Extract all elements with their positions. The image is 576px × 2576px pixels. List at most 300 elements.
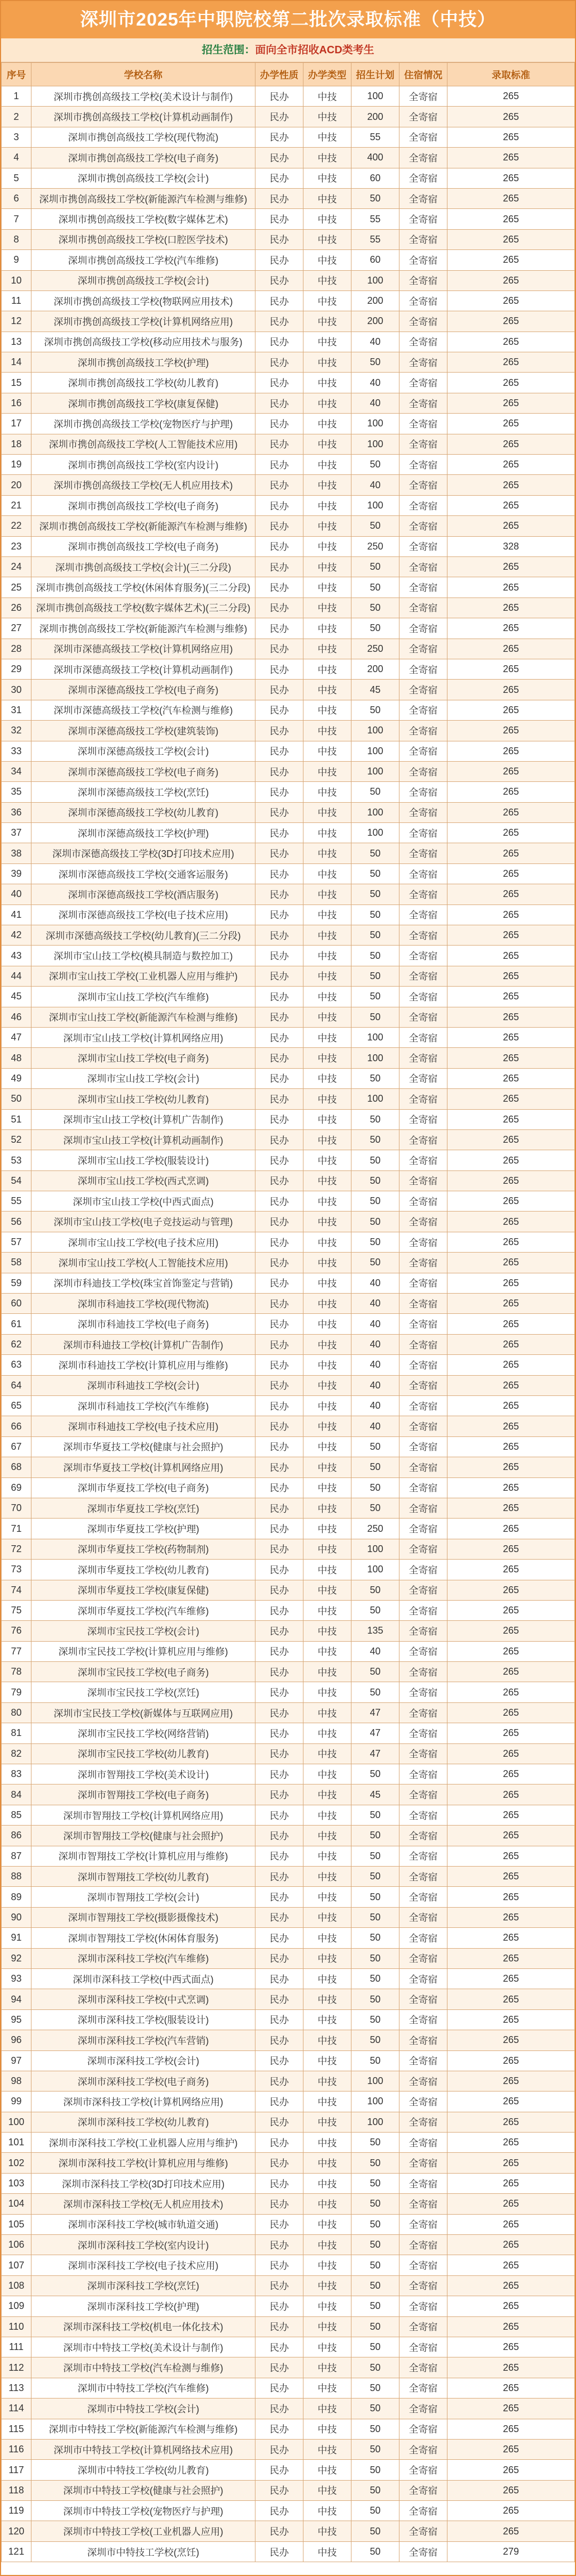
cell-type: 中技	[303, 2460, 351, 2480]
cell-nature: 民办	[255, 1764, 303, 1784]
cell-index: 21	[2, 495, 31, 515]
cell-type: 中技	[303, 1457, 351, 1477]
cell-score: 265	[447, 209, 575, 229]
cell-score: 265	[447, 1641, 575, 1661]
cell-boarding: 全寄宿	[399, 2521, 447, 2541]
cell-boarding: 全寄宿	[399, 1826, 447, 1846]
cell-plan: 50	[351, 1866, 399, 1886]
table-row	[2, 659, 575, 679]
cell-index: 97	[2, 2050, 31, 2071]
cell-score: 265	[447, 2133, 575, 2153]
cell-nature: 民办	[255, 843, 303, 863]
cell-index: 71	[2, 1519, 31, 1539]
cell-plan: 50	[351, 1580, 399, 1600]
cell-score: 265	[447, 1826, 575, 1846]
cell-score: 265	[447, 618, 575, 639]
cell-type: 中技	[303, 1907, 351, 1927]
cell-score: 265	[447, 311, 575, 332]
cell-nature: 民办	[255, 1294, 303, 1314]
header-index: 序号	[2, 63, 31, 86]
table-row	[2, 823, 575, 843]
cell-plan: 50	[351, 2480, 399, 2500]
cell-boarding: 全寄宿	[399, 1682, 447, 1702]
cell-type: 中技	[303, 168, 351, 188]
cell-score: 265	[447, 946, 575, 966]
cell-plan: 50	[351, 2153, 399, 2173]
cell-plan: 50	[351, 1928, 399, 1948]
cell-score: 265	[447, 1621, 575, 1641]
cell-school: 深圳市深科技工学校(中西式面点)	[31, 1968, 255, 1989]
cell-plan: 50	[351, 2316, 399, 2337]
cell-school: 深圳市深科技工学校(汽车营销)	[31, 2030, 255, 2050]
table-row	[2, 495, 575, 515]
cell-school: 深圳市智翔技工学校(健康与社会照护)	[31, 1826, 255, 1846]
cell-school: 深圳市宝民技工学校(烹饪)	[31, 1682, 255, 1702]
cell-score: 265	[447, 1334, 575, 1354]
cell-school: 深圳市中特技工学校(健康与社会照护)	[31, 2480, 255, 2500]
cell-school: 深圳市深科技工学校(会计)	[31, 2050, 255, 2071]
cell-school: 深圳市携创高级技工学校(新能源汽车检测与维修)	[31, 516, 255, 536]
table-row	[2, 373, 575, 393]
cell-score: 265	[447, 905, 575, 925]
cell-score: 265	[447, 2112, 575, 2132]
cell-index: 28	[2, 639, 31, 659]
cell-plan: 250	[351, 536, 399, 556]
cell-school: 深圳市宝山技工学校(计算机网络应用)	[31, 1027, 255, 1047]
cell-nature: 民办	[255, 1477, 303, 1498]
cell-nature: 民办	[255, 209, 303, 229]
cell-nature: 民办	[255, 2092, 303, 2112]
cell-plan: 60	[351, 168, 399, 188]
cell-plan: 50	[351, 905, 399, 925]
cell-boarding: 全寄宿	[399, 1907, 447, 1927]
cell-nature: 民办	[255, 1682, 303, 1702]
cell-type: 中技	[303, 1662, 351, 1682]
table-row	[2, 1232, 575, 1252]
cell-index: 58	[2, 1253, 31, 1273]
cell-type: 中技	[303, 987, 351, 1007]
cell-plan: 50	[351, 925, 399, 946]
cell-score: 265	[447, 639, 575, 659]
cell-type: 中技	[303, 1600, 351, 1620]
cell-school: 深圳市携创高级技工学校(护理)	[31, 352, 255, 373]
table-row	[2, 987, 575, 1007]
cell-school: 深圳市宝山技工学校(工业机器人应用与维护)	[31, 966, 255, 986]
cell-nature: 民办	[255, 966, 303, 986]
cell-type: 中技	[303, 209, 351, 229]
cell-type: 中技	[303, 2173, 351, 2193]
cell-nature: 民办	[255, 516, 303, 536]
table-row	[2, 1846, 575, 1866]
table-row	[2, 1826, 575, 1846]
cell-nature: 民办	[255, 1866, 303, 1886]
cell-boarding: 全寄宿	[399, 1989, 447, 2009]
cell-score: 265	[447, 1212, 575, 1232]
cell-plan: 40	[351, 1314, 399, 1334]
table-row	[2, 1416, 575, 1436]
cell-nature: 民办	[255, 2439, 303, 2459]
cell-school: 深圳市科迪技工学校(计算机应用与维修)	[31, 1355, 255, 1375]
cell-score: 265	[447, 2480, 575, 2500]
cell-plan: 50	[351, 516, 399, 536]
cell-score: 265	[447, 2214, 575, 2234]
cell-nature: 民办	[255, 455, 303, 475]
cell-plan: 50	[351, 1170, 399, 1191]
cell-school: 深圳市携创高级技工学校(新能源汽车检测与维修)	[31, 618, 255, 639]
cell-nature: 民办	[255, 475, 303, 495]
cell-type: 中技	[303, 373, 351, 393]
cell-type: 中技	[303, 1866, 351, 1886]
cell-boarding: 全寄宿	[399, 987, 447, 1007]
cell-score: 265	[447, 1253, 575, 1273]
cell-school: 深圳市中特技工学校(宠物医疗与护理)	[31, 2501, 255, 2521]
cell-score: 265	[447, 332, 575, 352]
cell-nature: 民办	[255, 1170, 303, 1191]
cell-school: 深圳市深德高级技工学校(汽车检测与维修)	[31, 700, 255, 720]
cell-type: 中技	[303, 270, 351, 290]
cell-boarding: 全寄宿	[399, 455, 447, 475]
cell-school: 深圳市宝山技工学校(中西式面点)	[31, 1191, 255, 1212]
cell-type: 中技	[303, 556, 351, 577]
cell-score: 265	[447, 802, 575, 822]
cell-boarding: 全寄宿	[399, 1334, 447, 1354]
cell-type: 中技	[303, 1846, 351, 1866]
cell-score: 265	[447, 1948, 575, 1968]
cell-school: 深圳市智翔技工学校(会计)	[31, 1887, 255, 1907]
cell-score: 265	[447, 1498, 575, 1518]
cell-type: 中技	[303, 639, 351, 659]
cell-score: 265	[447, 1109, 575, 1129]
cell-plan: 100	[351, 1089, 399, 1109]
cell-score: 265	[447, 1048, 575, 1068]
cell-type: 中技	[303, 516, 351, 536]
cell-plan: 50	[351, 1826, 399, 1846]
cell-score: 265	[447, 2399, 575, 2419]
cell-school: 深圳市华夏技工学校(汽车维修)	[31, 1600, 255, 1620]
cell-boarding: 全寄宿	[399, 1743, 447, 1764]
cell-type: 中技	[303, 2194, 351, 2214]
cell-boarding: 全寄宿	[399, 2092, 447, 2112]
cell-boarding: 全寄宿	[399, 2501, 447, 2521]
cell-type: 中技	[303, 1027, 351, 1047]
cell-school: 深圳市华夏技工学校(健康与社会照护)	[31, 1436, 255, 1457]
cell-score: 265	[447, 414, 575, 434]
cell-index: 89	[2, 1887, 31, 1907]
cell-index: 30	[2, 680, 31, 700]
cell-score: 265	[447, 1968, 575, 1989]
header-school: 学校名称	[31, 63, 255, 86]
cell-plan: 55	[351, 209, 399, 229]
cell-school: 深圳市携创高级技工学校(会计)	[31, 270, 255, 290]
cell-nature: 民办	[255, 1232, 303, 1252]
cell-boarding: 全寄宿	[399, 618, 447, 639]
cell-boarding: 全寄宿	[399, 1007, 447, 1027]
cell-plan: 100	[351, 802, 399, 822]
cell-plan: 100	[351, 741, 399, 761]
cell-plan: 50	[351, 1109, 399, 1129]
cell-index: 15	[2, 373, 31, 393]
cell-plan: 40	[351, 332, 399, 352]
cell-plan: 50	[351, 352, 399, 373]
cell-boarding: 全寄宿	[399, 1314, 447, 1334]
table-row	[2, 290, 575, 311]
cell-school: 深圳市携创高级技工学校(电子商务)	[31, 536, 255, 556]
cell-boarding: 全寄宿	[399, 2255, 447, 2275]
table-row	[2, 188, 575, 208]
cell-nature: 民办	[255, 1560, 303, 1580]
cell-score: 265	[447, 659, 575, 679]
cell-index: 86	[2, 1826, 31, 1846]
cell-index: 36	[2, 802, 31, 822]
cell-type: 中技	[303, 414, 351, 434]
cell-school: 深圳市宝山技工学校(电子商务)	[31, 1048, 255, 1068]
cell-nature: 民办	[255, 1396, 303, 1416]
table-row	[2, 1948, 575, 1968]
cell-boarding: 全寄宿	[399, 1273, 447, 1293]
cell-type: 中技	[303, 680, 351, 700]
cell-boarding: 全寄宿	[399, 290, 447, 311]
table-row	[2, 1436, 575, 1457]
cell-plan: 100	[351, 823, 399, 843]
cell-index: 13	[2, 332, 31, 352]
cell-score: 265	[447, 1129, 575, 1150]
table-row	[2, 2071, 575, 2091]
cell-boarding: 全寄宿	[399, 1129, 447, 1150]
cell-score: 265	[447, 168, 575, 188]
cell-boarding: 全寄宿	[399, 1498, 447, 1518]
cell-plan: 40	[351, 373, 399, 393]
cell-type: 中技	[303, 741, 351, 761]
cell-score: 265	[447, 1170, 575, 1191]
cell-type: 中技	[303, 905, 351, 925]
cell-score: 265	[447, 556, 575, 577]
cell-boarding: 全寄宿	[399, 536, 447, 556]
table-row	[2, 556, 575, 577]
cell-boarding: 全寄宿	[399, 905, 447, 925]
cell-score: 265	[447, 1477, 575, 1498]
cell-plan: 135	[351, 1621, 399, 1641]
cell-nature: 民办	[255, 618, 303, 639]
cell-type: 中技	[303, 2296, 351, 2316]
cell-plan: 50	[351, 2541, 399, 2562]
table-row	[2, 1253, 575, 1273]
cell-boarding: 全寄宿	[399, 434, 447, 454]
cell-plan: 200	[351, 290, 399, 311]
cell-plan: 50	[351, 2337, 399, 2357]
cell-plan: 40	[351, 1273, 399, 1293]
cell-score: 279	[447, 2541, 575, 2562]
cell-boarding: 全寄宿	[399, 1519, 447, 1539]
cell-type: 中技	[303, 2501, 351, 2521]
cell-school: 深圳市携创高级技工学校(幼儿教育)	[31, 373, 255, 393]
cell-school: 深圳市宝山技工学校(模具制造与数控加工)	[31, 946, 255, 966]
cell-type: 中技	[303, 1068, 351, 1088]
cell-plan: 100	[351, 2092, 399, 2112]
cell-plan: 50	[351, 2439, 399, 2459]
cell-school: 深圳市科迪技工学校(电子商务)	[31, 1314, 255, 1334]
cell-index: 99	[2, 2092, 31, 2112]
cell-school: 深圳市深德高级技工学校(酒店服务)	[31, 884, 255, 905]
cell-score: 265	[447, 127, 575, 147]
table-row	[2, 761, 575, 781]
cell-type: 中技	[303, 434, 351, 454]
table-row	[2, 1314, 575, 1334]
cell-index: 120	[2, 2521, 31, 2541]
cell-nature: 民办	[255, 823, 303, 843]
cell-school: 深圳市宝民技工学校(网络营销)	[31, 1723, 255, 1743]
cell-school: 深圳市华夏技工学校(康复保健)	[31, 1580, 255, 1600]
cell-school: 深圳市华夏技工学校(幼儿教育)	[31, 1560, 255, 1580]
cell-boarding: 全寄宿	[399, 2050, 447, 2071]
cell-index: 51	[2, 1109, 31, 1129]
cell-plan: 200	[351, 311, 399, 332]
cell-index: 26	[2, 597, 31, 618]
cell-type: 中技	[303, 1416, 351, 1436]
cell-plan: 50	[351, 1887, 399, 1907]
cell-score: 265	[447, 1764, 575, 1784]
cell-score: 265	[447, 495, 575, 515]
cell-type: 中技	[303, 1273, 351, 1293]
cell-school: 深圳市深科技工学校(室内设计)	[31, 2235, 255, 2255]
cell-index: 33	[2, 741, 31, 761]
cell-nature: 民办	[255, 1907, 303, 1927]
cell-nature: 民办	[255, 1355, 303, 1375]
cell-type: 中技	[303, 1764, 351, 1784]
cell-index: 90	[2, 1907, 31, 1927]
cell-score: 265	[447, 455, 575, 475]
cell-index: 1	[2, 86, 31, 107]
cell-boarding: 全寄宿	[399, 332, 447, 352]
cell-plan: 100	[351, 86, 399, 107]
cell-boarding: 全寄宿	[399, 597, 447, 618]
cell-index: 18	[2, 434, 31, 454]
cell-school: 深圳市携创高级技工学校(室内设计)	[31, 455, 255, 475]
table-row	[2, 1150, 575, 1170]
table-row	[2, 1580, 575, 1600]
cell-type: 中技	[303, 2153, 351, 2173]
cell-boarding: 全寄宿	[399, 2460, 447, 2480]
cell-type: 中技	[303, 475, 351, 495]
table-row	[2, 2112, 575, 2132]
cell-school: 深圳市深德高级技工学校(烹饪)	[31, 782, 255, 802]
cell-boarding: 全寄宿	[399, 1294, 447, 1314]
cell-plan: 50	[351, 863, 399, 884]
cell-score: 265	[447, 352, 575, 373]
cell-school: 深圳市深科技工学校(3D打印技术应用)	[31, 2173, 255, 2193]
cell-nature: 民办	[255, 1702, 303, 1723]
cell-school: 深圳市中特技工学校(汽车维修)	[31, 2378, 255, 2398]
cell-school: 深圳市深德高级技工学校(电子技术应用)	[31, 905, 255, 925]
cell-index: 49	[2, 1068, 31, 1088]
cell-score: 265	[447, 741, 575, 761]
cell-score: 265	[447, 1068, 575, 1088]
cell-school: 深圳市科迪技工学校(电子技术应用)	[31, 1416, 255, 1436]
cell-school: 深圳市华夏技工学校(计算机网络应用)	[31, 1457, 255, 1477]
cell-boarding: 全寄宿	[399, 2480, 447, 2500]
cell-school: 深圳市深科技工学校(电子商务)	[31, 2071, 255, 2091]
cell-index: 59	[2, 1273, 31, 1293]
cell-boarding: 全寄宿	[399, 1436, 447, 1457]
cell-school: 深圳市深德高级技工学校(幼儿教育)	[31, 802, 255, 822]
cell-type: 中技	[303, 1723, 351, 1743]
cell-index: 34	[2, 761, 31, 781]
cell-plan: 100	[351, 2112, 399, 2132]
cell-school: 深圳市宝山技工学校(服装设计)	[31, 1150, 255, 1170]
cell-type: 中技	[303, 290, 351, 311]
cell-type: 中技	[303, 107, 351, 127]
table-row	[2, 127, 575, 147]
cell-score: 265	[447, 2009, 575, 2030]
table-row	[2, 1723, 575, 1743]
cell-index: 119	[2, 2501, 31, 2521]
cell-school: 深圳市深科技工学校(工业机器人应用与维护)	[31, 2133, 255, 2153]
cell-boarding: 全寄宿	[399, 2194, 447, 2214]
cell-type: 中技	[303, 1314, 351, 1334]
cell-boarding: 全寄宿	[399, 1621, 447, 1641]
table-row	[2, 414, 575, 434]
cell-school: 深圳市深科技工学校(计算机网络应用)	[31, 2092, 255, 2112]
table-row	[2, 475, 575, 495]
cell-boarding: 全寄宿	[399, 1784, 447, 1805]
cell-index: 4	[2, 148, 31, 168]
cell-school: 深圳市科迪技工学校(汽车维修)	[31, 1396, 255, 1416]
cell-plan: 45	[351, 680, 399, 700]
cell-plan: 100	[351, 414, 399, 434]
cell-nature: 民办	[255, 2378, 303, 2398]
cell-school: 深圳市携创高级技工学校(新能源汽车检测与维修)	[31, 188, 255, 208]
cell-score: 265	[447, 1375, 575, 1395]
cell-type: 中技	[303, 2541, 351, 2562]
cell-type: 中技	[303, 1232, 351, 1252]
cell-school: 深圳市深科技工学校(计算机应用与维修)	[31, 2153, 255, 2173]
cell-index: 102	[2, 2153, 31, 2173]
table-row	[2, 2316, 575, 2337]
cell-boarding: 全寄宿	[399, 127, 447, 147]
cell-index: 118	[2, 2480, 31, 2500]
cell-index: 41	[2, 905, 31, 925]
cell-school: 深圳市携创高级技工学校(电子商务)	[31, 495, 255, 515]
cell-nature: 民办	[255, 1580, 303, 1600]
table-row	[2, 1457, 575, 1477]
cell-nature: 民办	[255, 1334, 303, 1354]
cell-school: 深圳市深科技工学校(中式烹调)	[31, 1989, 255, 2009]
cell-plan: 50	[351, 2030, 399, 2050]
cell-plan: 50	[351, 1989, 399, 2009]
cell-nature: 民办	[255, 107, 303, 127]
cell-plan: 50	[351, 843, 399, 863]
cell-score: 265	[447, 2439, 575, 2459]
cell-index: 112	[2, 2357, 31, 2378]
cell-plan: 50	[351, 1805, 399, 1825]
cell-school: 深圳市深科技工学校(护理)	[31, 2296, 255, 2316]
cell-index: 73	[2, 1560, 31, 1580]
cell-score: 265	[447, 782, 575, 802]
cell-type: 中技	[303, 2050, 351, 2071]
cell-index: 77	[2, 1641, 31, 1661]
cell-score: 265	[447, 475, 575, 495]
cell-plan: 40	[351, 1641, 399, 1661]
cell-plan: 50	[351, 1068, 399, 1088]
cell-type: 中技	[303, 1560, 351, 1580]
cell-plan: 100	[351, 2071, 399, 2091]
cell-score: 265	[447, 2337, 575, 2357]
cell-type: 中技	[303, 495, 351, 515]
cell-index: 7	[2, 209, 31, 229]
cell-index: 46	[2, 1007, 31, 1027]
cell-type: 中技	[303, 1743, 351, 1764]
cell-plan: 50	[351, 1477, 399, 1498]
cell-school: 深圳市携创高级技工学校(数字媒体艺术)(三二分段)	[31, 597, 255, 618]
